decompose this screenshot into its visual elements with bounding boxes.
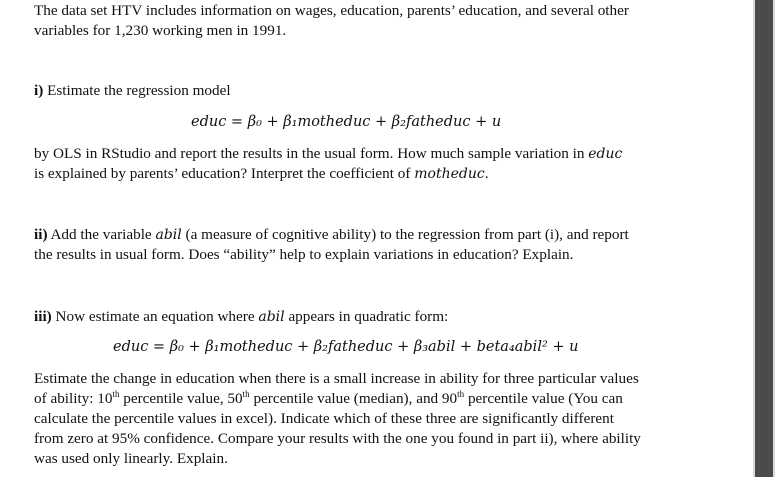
part-iii-equation: educ = β₀ + β₁motheduc + β₂fatheduc + β₃abil + beta₄abil² + u (113, 339, 579, 355)
part-iii-label: iii) (34, 308, 52, 325)
var-educ: educ (588, 146, 623, 162)
part-i-label: i) (34, 82, 44, 99)
var-abil: abil (155, 227, 182, 243)
body-2d: percentile value (You can (464, 390, 623, 407)
vertical-scrollbar[interactable] (753, 0, 775, 477)
part-i-heading (34, 81, 674, 101)
part-iii-text-b: appears in quadratic form: (284, 308, 449, 325)
part-iii-heading (34, 307, 674, 327)
sup-th-1: th (112, 389, 120, 399)
part-ii-text-b: (a measure of cognitive ability) to the regression from part (i), and report (181, 226, 629, 243)
part-i-line-2 (34, 164, 674, 184)
part-i-text-a: by OLS in RStudio and report the results in the usual form. How much sample variation in (34, 145, 589, 162)
var-abil-2: abil (258, 309, 285, 325)
part-iii-body-1: Estimate the change in education when there is a small increase in ability for three particular values (34, 370, 639, 387)
part-iii-body-5: was used only linearly. Explain. (34, 450, 228, 467)
part-iii-body-4: from zero at 95% confidence. Compare your results with the one you found in part ii), where ability (34, 430, 641, 447)
intro-line-2: variables for 1,230 working men in 1991. (34, 22, 287, 39)
intro-line-1: The data set HTV includes information on wages, education, parents’ education, and several other (34, 2, 629, 19)
var-motheduc: motheduc (414, 166, 485, 182)
part-ii-line-1 (34, 225, 674, 245)
part-ii-text-a: Add the variable (47, 226, 156, 243)
part-iii-text-a: Now estimate an equation where (51, 308, 259, 325)
body-2b: percentile value, 50 (119, 390, 243, 407)
body-2a: of ability: 10 (34, 390, 113, 407)
part-i-text-c: . (484, 165, 489, 182)
part-iii-body-3: calculate the percentile values in excel). Indicate which of these three are significantly different (34, 410, 614, 427)
part-ii-line-2: the results in usual form. Does “ability” help to explain variations in education? Explain. (34, 246, 574, 263)
part-i-text-b: is explained by parents’ education? Interpret the coefficient of (34, 165, 415, 182)
body-2c: percentile value (median), and 90 (249, 390, 458, 407)
part-i-line-1 (34, 144, 674, 164)
part-iii-body-2 (34, 389, 674, 409)
part-ii-label: ii) (34, 226, 48, 243)
scrollbar-thumb[interactable] (755, 0, 773, 477)
part-i-heading-text: Estimate the regression model (43, 82, 231, 99)
sup-th-2: th (242, 389, 250, 399)
part-i-equation: educ = β₀ + β₁motheduc + β₂fatheduc + u (191, 114, 502, 130)
sup-th-3: th (457, 389, 465, 399)
